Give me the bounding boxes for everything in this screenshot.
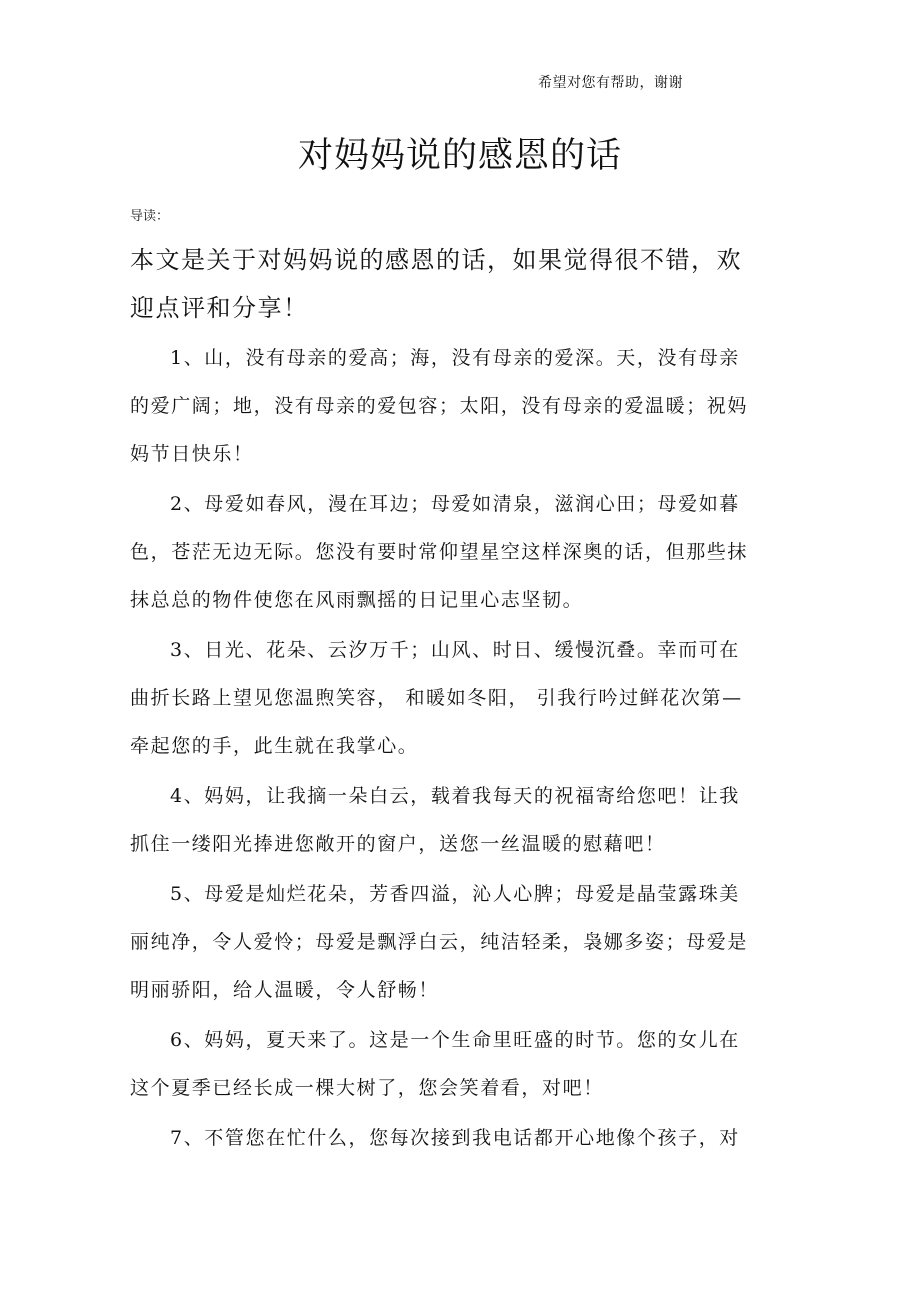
paragraph-line: 曲折长路上望见您温煦笑容， 和暖如冬阳， 引我行吟过鲜花次第— bbox=[130, 687, 743, 709]
paragraph-2 bbox=[130, 480, 770, 624]
paragraph-line: 7、不管您在忙什么，您每次接到我电话都开心地像个孩子，对 bbox=[170, 1127, 740, 1149]
intro-label: 导读： bbox=[130, 209, 170, 224]
paragraph-3 bbox=[130, 626, 770, 770]
paragraph-1 bbox=[130, 334, 770, 478]
intro-text bbox=[130, 236, 790, 332]
paragraph-line: 2、母爱如春风，漫在耳边；母爱如清泉，滋润心田；母爱如暮 bbox=[170, 493, 740, 515]
paragraph-4 bbox=[130, 772, 770, 868]
paragraph-line: 妈节日快乐！ bbox=[130, 443, 254, 465]
paragraph-line: 4、妈妈，让我摘一朵白云，载着我每天的祝福寄给您吧！让我 bbox=[170, 785, 740, 807]
paragraph-line: 抹总总的物件使您在风雨飘摇的日记里心志坚韧。 bbox=[130, 589, 584, 611]
header-note: 希望对您有帮助，谢谢 bbox=[538, 75, 683, 91]
paragraph-line: 抓住一缕阳光捧进您敞开的窗户，送您一丝温暖的慰藉吧！ bbox=[130, 833, 666, 855]
paragraph-line: 的爱广阔；地，没有母亲的爱包容；太阳，没有母亲的爱温暖；祝妈 bbox=[130, 395, 749, 417]
paragraph-line: 5、母爱是灿烂花朵，芳香四溢，沁人心脾；母爱是晶莹露珠美 bbox=[170, 883, 740, 905]
paragraph-line: 明丽骄阳，给人温暖，令人舒畅！ bbox=[130, 979, 440, 1001]
intro-line: 迎点评和分享！ bbox=[130, 294, 309, 322]
paragraph-line: 3、日光、花朵、云汐万千；山风、时日、缓慢沉叠。幸而可在 bbox=[170, 639, 740, 661]
paragraph-6 bbox=[130, 1016, 770, 1112]
document-title: 对妈妈说的感恩的话 bbox=[297, 136, 622, 176]
paragraph-line: 6、妈妈，夏天来了。这是一个生命里旺盛的时节。您的女儿在 bbox=[170, 1029, 740, 1051]
intro-line: 本文是关于对妈妈说的感恩的话，如果觉得很不错，欢 bbox=[130, 246, 742, 274]
paragraph-line: 牵起您的手，此生就在我掌心。 bbox=[130, 735, 419, 757]
paragraph-line: 丽纯净，令人爱怜；母爱是飘浮白云，纯洁轻柔，袅娜多姿；母爱是 bbox=[130, 931, 749, 953]
paragraph-line: 1、山，没有母亲的爱高；海，没有母亲的爱深。天，没有母亲 bbox=[170, 347, 740, 369]
paragraph-line: 这个夏季已经长成一棵大树了，您会笑着看，对吧！ bbox=[130, 1077, 604, 1099]
paragraph-7 bbox=[130, 1114, 770, 1162]
paragraph-5 bbox=[130, 870, 770, 1014]
body-text bbox=[130, 334, 770, 1164]
paragraph-line: 色，苍茫无边无际。您没有要时常仰望星空这样深奥的话，但那些抹 bbox=[130, 541, 749, 563]
